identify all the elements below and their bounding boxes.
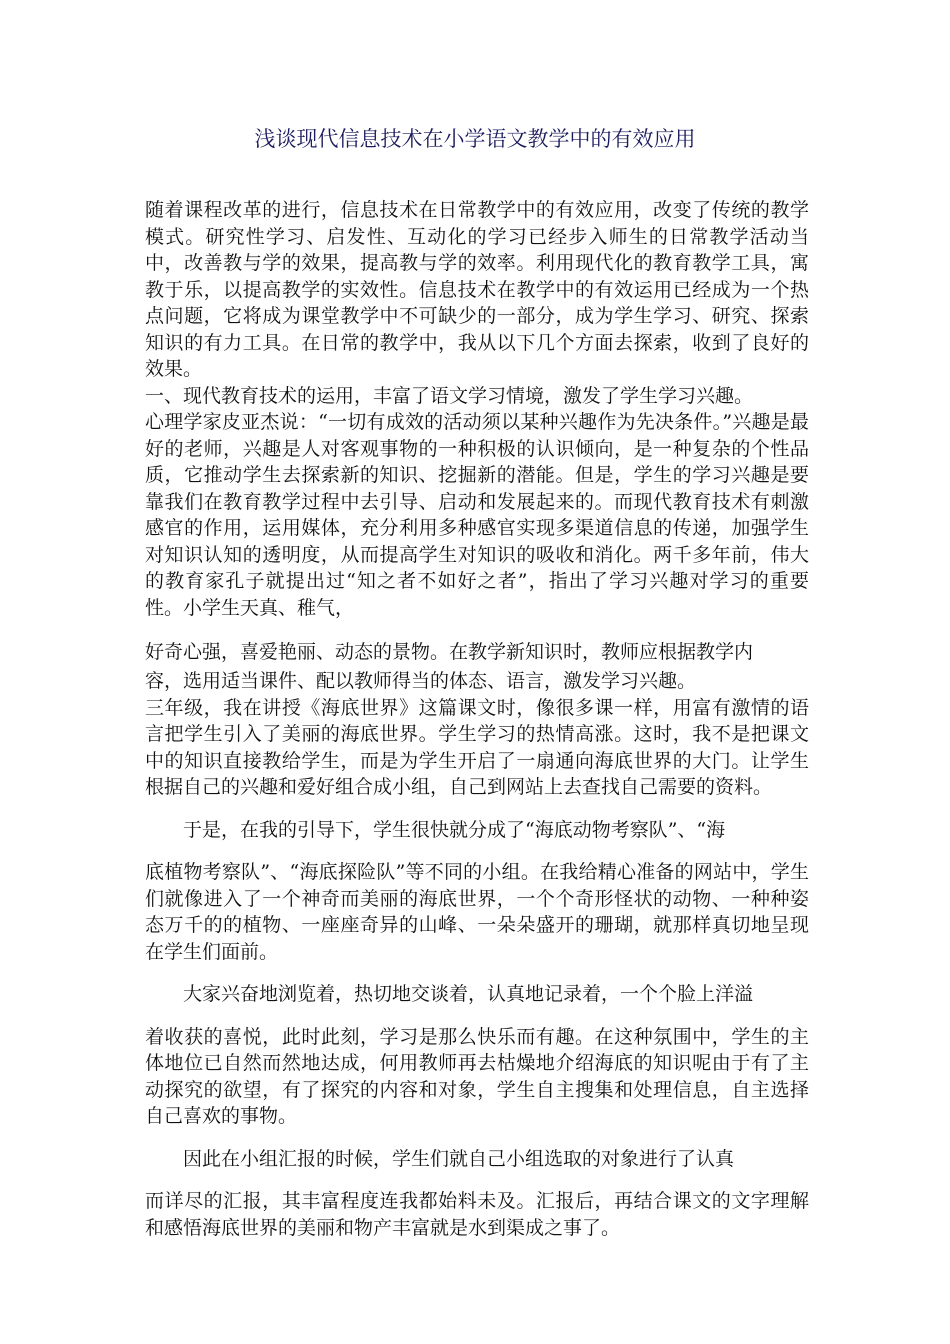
paragraph-haidi: 三年级，我在讲授《海底世界》这篇课文时，像很多课一样，用富有激情的语言把学生引入了美丽的海底世界。学生学习的热情高涨。这时，我不是把课文中的知识直接教给学生，而是为学生开启了一扇通向海底世界的大门。让学生根据自己的兴趣和爱好组合成小组，自己到网站上去查找自己需要的资料。	[145, 696, 809, 798]
paragraph-interest: 心理学家皮亚杰说：“一切有成效的活动须以某种兴趣作为先决条件。”兴趣是最好的老师，兴趣是人对客观事物的一种积极的认识倾向，是一种复杂的个性品质，它推动学生去探索新的知识、挖掘新的潜能。但是，学生的学习兴趣是要靠我们在教育教学过程中去引导、启动和发展起来的。而现代教育技术有刺激感官的作用，运用媒体，充分利用多种感官实现多渠道信息的传递，加强学生对知识认知的透明度，从而提高学生对知识的吸收和消化。两千多年前，伟大的教育家孔子就提出过“知之者不如好之者”，指出了学习兴趣对学习的重要性。小学生天真、稚气，	[145, 411, 809, 619]
paragraph-line: 于是，在我的引导下，学生很快就分成了“海底动物考察队”、“海	[183, 818, 726, 841]
paragraph-line: 因此在小组汇报的时候，学生们就自己小组选取的对象进行了认真	[183, 1147, 735, 1170]
paragraph-line: 好奇心强，喜爱艳丽、动态的景物。在教学新知识时，教师应根据教学内	[145, 641, 754, 663]
paragraph-line: 大家兴奋地浏览着，热切地交谈着，认真地记录着，一个个脸上洋溢	[183, 983, 754, 1005]
paragraph-joy: 着收获的喜悦，此时此刻，学习是那么快乐而有趣。在这种氛围中，学生的主体地位已自然而然地达成，何用教师再去枯燥地介绍海底的知识呢由于有了主动探究的欲望，有了探究的内容和对象，学生自主搜集和处理信息，自主选择自己喜欢的事物。	[145, 1025, 809, 1127]
document-title: 浅谈现代信息技术在小学语文教学中的有效应用	[254, 127, 696, 151]
paragraph-groups: 底植物考察队”、“海底探险队”等不同的小组。在我给精心准备的网站中，学生们就像进入了一个神奇而美丽的海底世界，一个个奇形怪状的动物、一种种姿态万千的的植物、一座座奇异的山峰、一朵朵盛开的珊瑚，就那样真切地呈现在学生们面前。	[145, 861, 809, 963]
section-heading-1: 一、现代教育技术的运用，丰富了语文学习情境，激发了学生学习兴趣。	[145, 384, 754, 407]
paragraph-report: 而详尽的汇报，其丰富程度连我都始料未及。汇报后，再结合课文的文字理解和感悟海底世界的美丽和物产丰富就是水到渠成之事了。	[145, 1190, 809, 1239]
paragraph-intro: 随着课程改革的进行，信息技术在日常教学中的有效应用，改变了传统的教学模式。研究性学习、启发性、互动化的学习已经步入师生的日常教学活动当中，改善教与学的效果，提高教与学的效率。利用现代化的教育教学工具，寓教于乐，以提高教学的实效性。信息技术在教学中的有效运用已经成为一个热点问题，它将成为课堂教学中不可缺少的一部分，成为学生学习、研究、探索知识的有力工具。在日常的教学中，我从以下几个方面去探索，收到了良好的效果。	[145, 199, 809, 380]
paragraph-line: 容，选用适当课件、配以教师得当的体态、语言，激发学习兴趣。	[145, 670, 697, 692]
document-body	[145, 197, 809, 1241]
